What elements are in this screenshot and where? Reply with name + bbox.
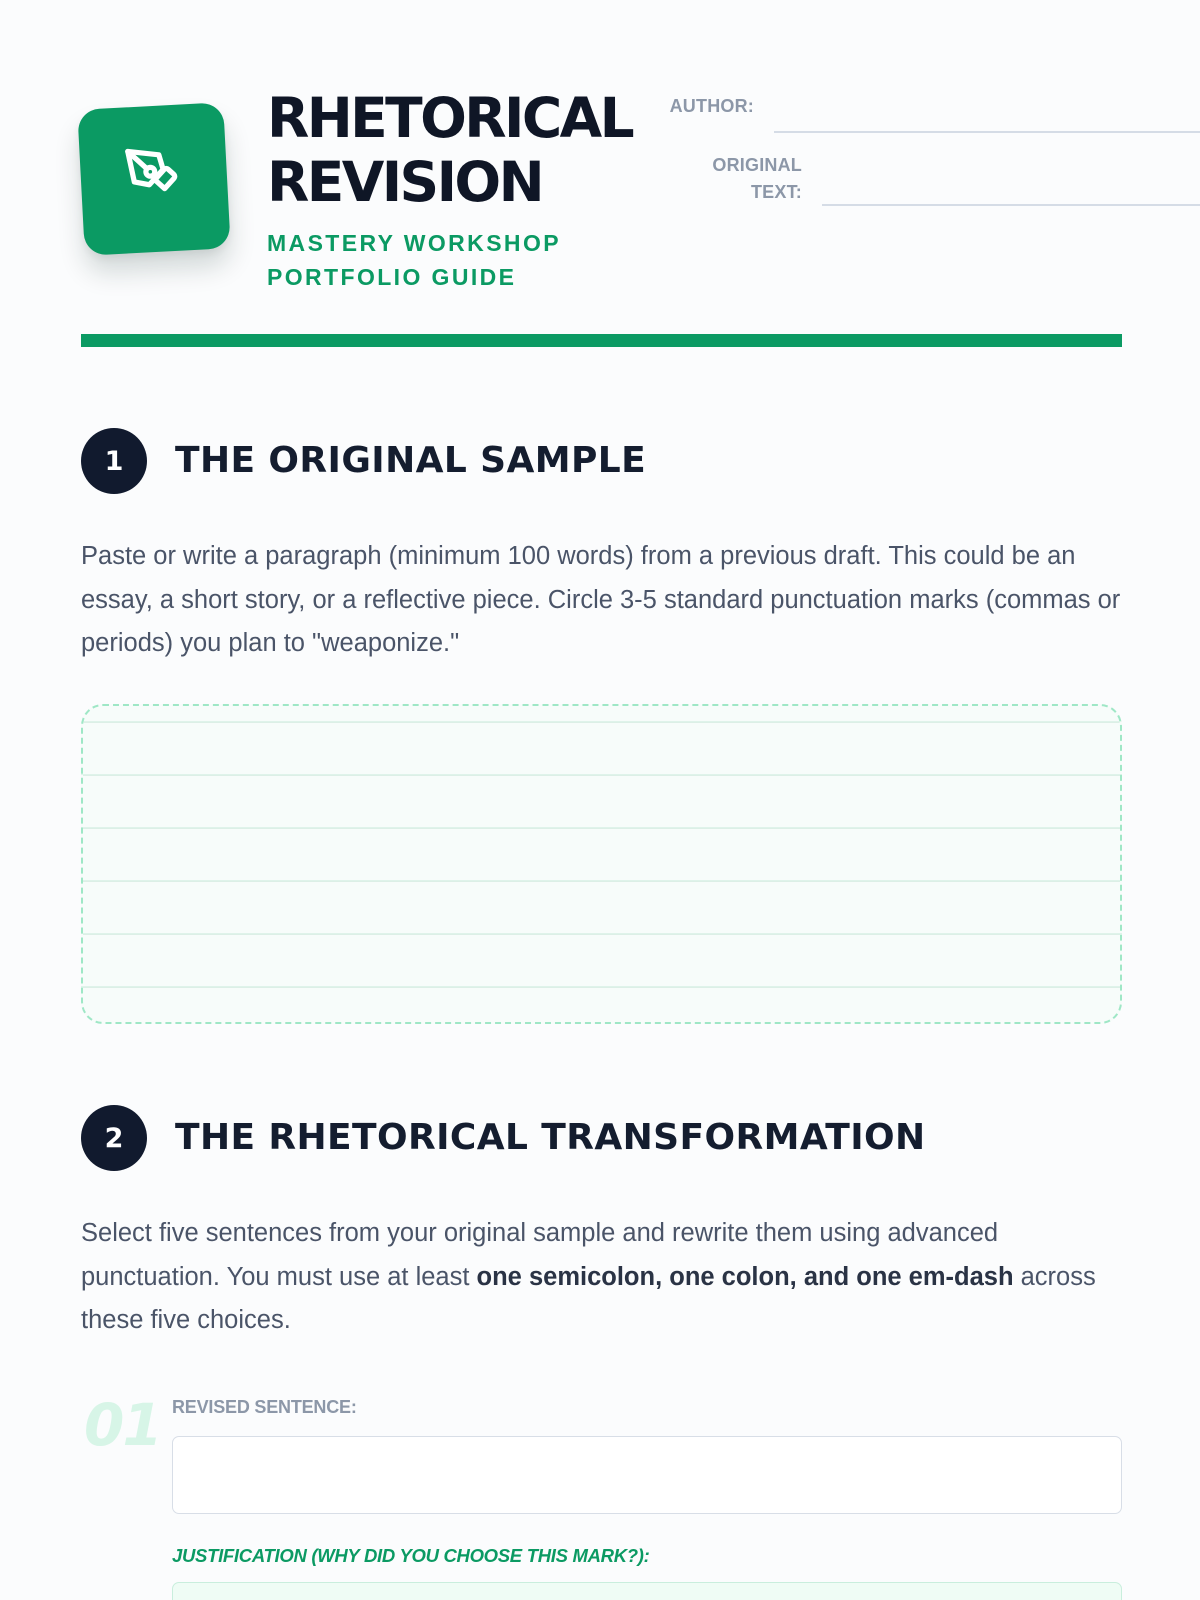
subtitle-line-1: MASTERY WORKSHOP — [267, 230, 561, 256]
ruled-lines — [83, 706, 1120, 1022]
section-description-rhetorical-transformation — [81, 1212, 1131, 1343]
ruled-line — [83, 828, 1120, 829]
description-text-before: Select five sentences from your original sample and rewrite them using advanced punctuation. You must use at least — [81, 1219, 999, 1291]
original-text-label — [690, 152, 802, 206]
original-text-label-line-2: TEXT: — [750, 182, 802, 202]
ruled-line — [83, 934, 1120, 935]
author-label: AUTHOR: — [669, 96, 754, 116]
description-text-after: across these five choices. — [81, 1262, 1096, 1334]
author-field[interactable] — [774, 131, 1200, 133]
pen-nib-icon — [119, 144, 188, 213]
ruled-line — [83, 987, 1120, 988]
ruled-line — [83, 722, 1120, 723]
header-divider — [81, 334, 1122, 347]
original-text-field[interactable] — [822, 204, 1200, 206]
page-title-line-2: REVISION — [267, 150, 543, 214]
section-title-original-sample: THE ORIGINAL SAMPLE — [175, 440, 647, 481]
page-subtitle — [267, 226, 632, 294]
section-title-rhetorical-transformation: THE RHETORICAL TRANSFORMATION — [175, 1117, 926, 1158]
revised-sentence-label: REVISED SENTENCE: — [172, 1397, 357, 1417]
page-title-line-1: RHETORICAL — [267, 86, 633, 150]
description-emphasis: one semicolon, one colon, and one em-dash — [476, 1262, 1014, 1291]
original-sample-writing-area[interactable] — [81, 704, 1122, 1024]
justification-input[interactable] — [172, 1582, 1122, 1600]
ruled-line — [83, 775, 1120, 776]
justification-label: JUSTIFICATION (WHY DID YOU CHOOSE THIS MARK?): — [172, 1545, 650, 1566]
step-badge-2: 2 — [81, 1105, 147, 1171]
item-number: 01 — [84, 1391, 161, 1459]
title-block — [267, 86, 632, 294]
ruled-line — [83, 881, 1120, 882]
revised-sentence-input[interactable] — [172, 1436, 1122, 1514]
step-badge-1: 1 — [81, 428, 147, 494]
subtitle-line-2: PORTFOLIO GUIDE — [267, 264, 517, 290]
original-text-label-line-1: ORIGINAL — [712, 155, 802, 175]
section-description-original-sample: Paste or write a paragraph (minimum 100 words) from a previous draft. This could be an essay, a short story, or a reflective piece. Circle 3-5 standard punctuation marks (commas or periods) you plan to "weaponize." — [81, 542, 1121, 657]
logo — [77, 102, 230, 255]
